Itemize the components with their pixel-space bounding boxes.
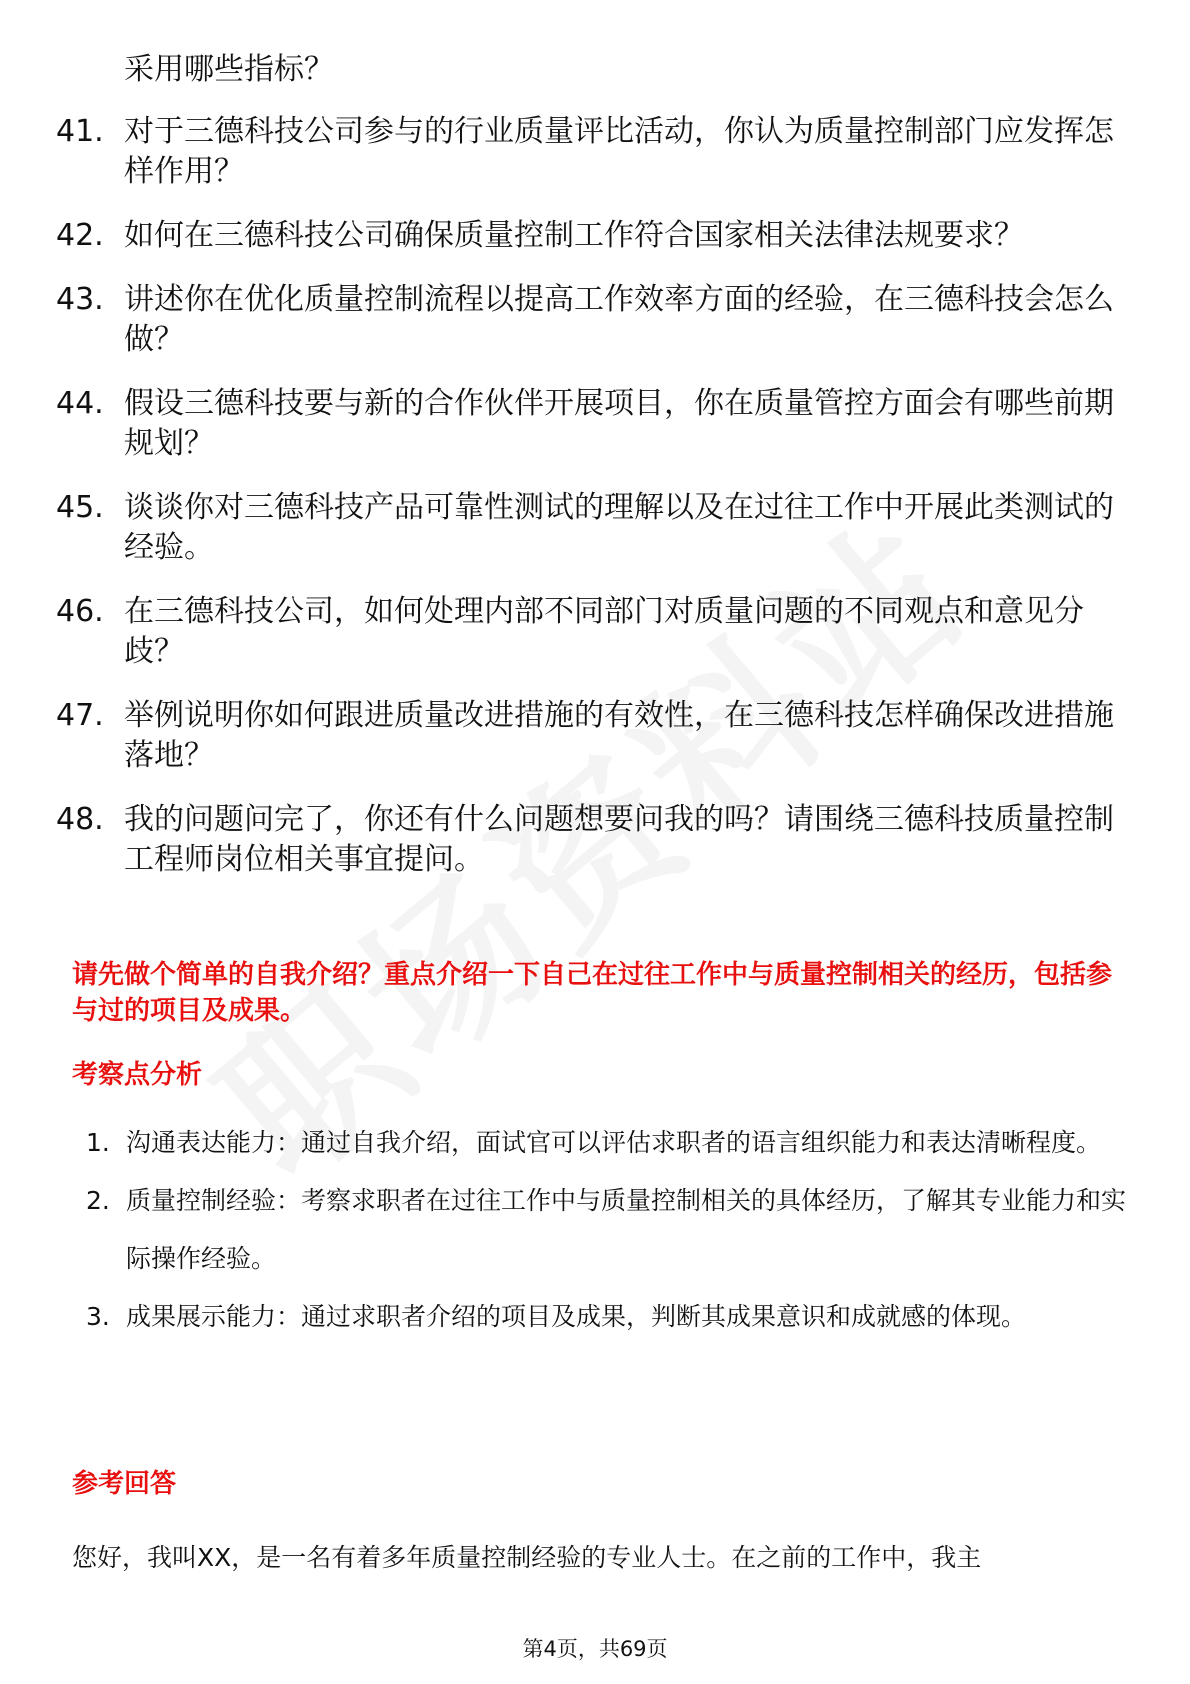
question-text: 讲述你在优化质量控制流程以提高工作效率方面的经验，在三德科技会怎么做？ <box>124 282 1114 357</box>
question-item <box>56 696 1136 776</box>
question-number: 47. <box>56 698 104 733</box>
question-text: 举例说明你如何跟进质量改进措施的有效性，在三德科技怎样确保改进措施落地？ <box>124 698 1114 773</box>
question-item <box>56 280 1136 360</box>
analysis-text: 质量控制经验：考察求职者在过往工作中与质量控制相关的具体经历，了解其专业能力和实际操作经验。 <box>126 1186 1127 1273</box>
analysis-item <box>86 1288 1126 1346</box>
question-item <box>56 384 1136 464</box>
analysis-number: 2. <box>86 1186 110 1215</box>
reference-answer: 您好，我叫XX，是一名有着多年质量控制经验的专业人士。在之前的工作中，我主 <box>72 1543 982 1572</box>
analysis-text: 成果展示能力：通过求职者介绍的项目及成果，判断其成果意识和成就感的体现。 <box>126 1302 1027 1331</box>
question-text: 我的问题问完了，你还有什么问题想要问我的吗？请围绕三德科技质量控制工程师岗位相关事宜提问。 <box>124 802 1114 877</box>
question-text: 如何在三德科技公司确保质量控制工作符合国家相关法律法规要求？ <box>124 218 1024 253</box>
analysis-item <box>86 1114 1126 1172</box>
question-number: 45. <box>56 490 104 525</box>
analysis-item <box>86 1172 1126 1288</box>
question-number: 41. <box>56 114 104 149</box>
reference-heading: 参考回答 <box>72 1469 177 1499</box>
featured-question: 请先做个简单的自我介绍？重点介绍一下自己在过往工作中与质量控制相关的经历，包括参与过的项目及成果。 <box>72 960 1113 1026</box>
question-number: 43. <box>56 282 104 317</box>
analysis-number: 1. <box>86 1128 110 1157</box>
question-item <box>56 592 1136 672</box>
question-list <box>56 50 1136 904</box>
question-item <box>56 800 1136 880</box>
question-number: 44. <box>56 386 104 421</box>
question-number: 48. <box>56 802 104 837</box>
page-footer: 第4页，共69页 <box>522 1637 668 1661</box>
question-text: 对于三德科技公司参与的行业质量评比活动，你认为质量控制部门应发挥怎样作用？ <box>124 114 1114 189</box>
question-item <box>56 216 1136 256</box>
analysis-heading: 考察点分析 <box>72 1060 203 1090</box>
question-continuation: 采用哪些指标？ <box>124 52 334 87</box>
analysis-text: 沟通表达能力：通过自我介绍，面试官可以评估求职者的语言组织能力和表达清晰程度。 <box>126 1128 1102 1157</box>
analysis-list <box>86 1114 1126 1346</box>
question-item <box>56 488 1136 568</box>
question-text: 谈谈你对三德科技产品可靠性测试的理解以及在过往工作中开展此类测试的经验。 <box>124 490 1114 565</box>
question-text: 假设三德科技要与新的合作伙伴开展项目，你在质量管控方面会有哪些前期规划？ <box>124 386 1114 461</box>
analysis-number: 3. <box>86 1302 110 1331</box>
question-text: 在三德科技公司，如何处理内部不同部门对质量问题的不同观点和意见分歧？ <box>124 594 1084 669</box>
question-item <box>56 112 1136 192</box>
question-number: 46. <box>56 594 104 629</box>
question-number: 42. <box>56 218 104 253</box>
